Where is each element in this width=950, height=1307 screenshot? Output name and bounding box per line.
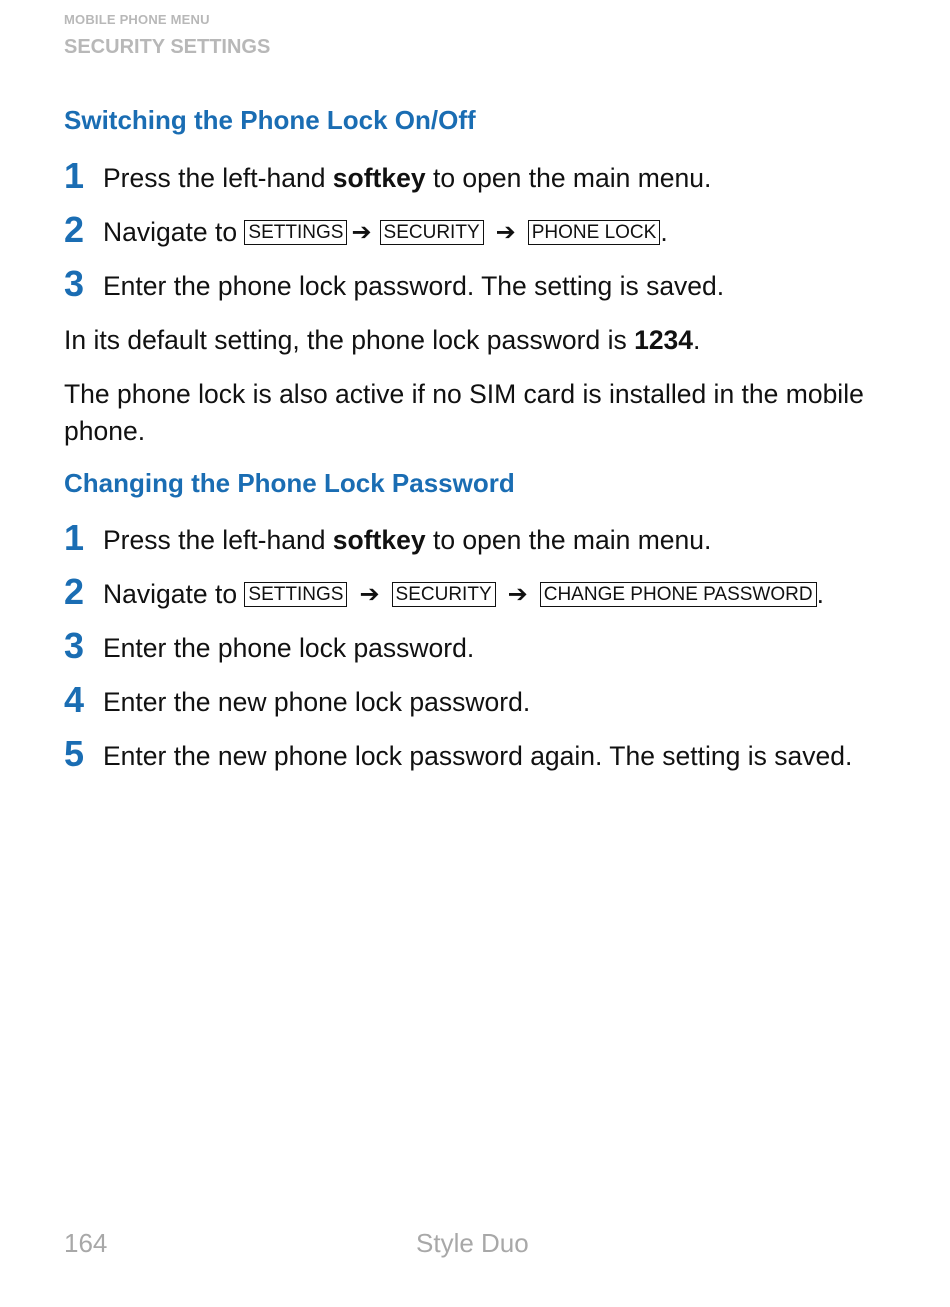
menu-key-phone-lock: PHONE LOCK bbox=[528, 220, 661, 245]
menu-key-settings: SETTINGS bbox=[244, 220, 347, 245]
step-number: 5 bbox=[64, 733, 85, 774]
section-header: SECURITY SETTINGS bbox=[64, 36, 271, 58]
step-3 bbox=[64, 626, 910, 670]
menu-key-settings: SETTINGS bbox=[244, 582, 347, 607]
step-number: 4 bbox=[64, 679, 85, 720]
section-title-change-password: Changing the Phone Lock Password bbox=[64, 468, 515, 498]
softkey-term: softkey bbox=[332, 163, 426, 193]
arrow-right-icon: ➔ bbox=[359, 581, 380, 608]
step-3 bbox=[64, 264, 910, 308]
step-5 bbox=[64, 734, 910, 778]
sim-card-note: The phone lock is also active if no SIM card is installed in the mobile phone. bbox=[64, 379, 864, 446]
step-text: Enter the phone lock password. The setting is saved. bbox=[103, 271, 725, 301]
section-title-phone-lock: Switching the Phone Lock On/Off bbox=[64, 105, 476, 135]
step-text: Press the left-hand softkey to open the main menu. bbox=[103, 163, 712, 193]
step-number: 3 bbox=[64, 625, 85, 666]
step-number: 2 bbox=[64, 209, 85, 250]
step-2 bbox=[64, 210, 910, 254]
menu-key-security: SECURITY bbox=[380, 220, 484, 245]
step-1 bbox=[64, 518, 910, 562]
step-2 bbox=[64, 572, 910, 616]
arrow-right-icon: ➔ bbox=[507, 581, 528, 608]
menu-key-security: SECURITY bbox=[392, 582, 496, 607]
step-number: 2 bbox=[64, 571, 85, 612]
chapter-header: MOBILE PHONE MENU bbox=[64, 12, 210, 27]
step-number: 1 bbox=[64, 517, 85, 558]
step-text: Navigate to SETTINGS ➔ SECURITY ➔ PHONE LOCK . bbox=[103, 214, 668, 251]
step-text: Enter the phone lock password. bbox=[103, 633, 475, 663]
step-text: Enter the new phone lock password again. The setting is saved. bbox=[103, 741, 853, 771]
product-name: Style Duo bbox=[416, 1228, 529, 1258]
step-1 bbox=[64, 156, 910, 200]
menu-key-change-phone-password: CHANGE PHONE PASSWORD bbox=[540, 582, 817, 607]
step-text: Navigate to SETTINGS ➔ SECURITY ➔ CHANGE PHONE PASSWORD . bbox=[103, 576, 824, 613]
arrow-right-icon: ➔ bbox=[495, 219, 516, 246]
page-number: 164 bbox=[64, 1228, 108, 1258]
step-text: Enter the new phone lock password. bbox=[103, 687, 531, 717]
step-number: 3 bbox=[64, 263, 85, 304]
default-password: 1234 bbox=[634, 325, 694, 355]
arrow-right-icon: ➔ bbox=[351, 219, 372, 246]
step-text: Press the left-hand softkey to open the main menu. bbox=[103, 525, 712, 555]
softkey-term: softkey bbox=[332, 525, 426, 555]
step-number: 1 bbox=[64, 155, 85, 196]
step-4 bbox=[64, 680, 910, 724]
default-password-note: In its default setting, the phone lock password is 1234. bbox=[64, 325, 701, 355]
